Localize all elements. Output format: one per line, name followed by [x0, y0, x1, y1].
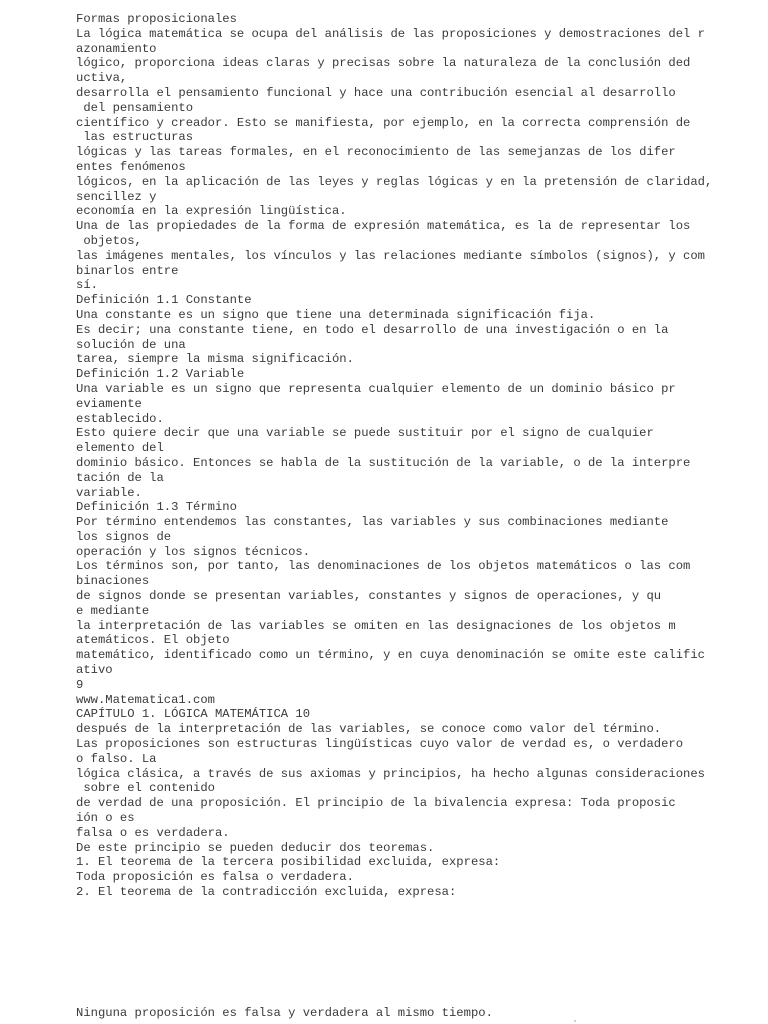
text-line: eviamente: [76, 396, 142, 411]
closing-line: Ninguna proposición es falsa y verdadera al mismo tiempo.: [76, 1006, 493, 1020]
text-line: ión o es: [76, 811, 135, 826]
text-line: del pensamiento: [76, 100, 194, 115]
text-line: matemático, identificado como un término, y en cuya denominación se omite este calific: [76, 648, 705, 663]
text-line: Los términos son, por tanto, las denominaciones de los objetos matemáticos o las com: [76, 559, 691, 574]
text-line: lógicos, en la aplicación de las leyes y reglas lógicas y en la pretensión de claridad,: [76, 174, 713, 189]
text-line: ativo: [76, 663, 113, 678]
text-line: Una constante es un signo que tiene una determinada significación fija.: [76, 307, 596, 322]
text-line: Definición 1.3 Término: [76, 500, 237, 515]
text-line: las imágenes mentales, los vínculos y las relaciones mediante símbolos (signos), y com: [76, 248, 705, 263]
text-line: desarrolla el pensamiento funcional y hace una contribución esencial al desarrollo: [76, 85, 676, 100]
text-line: Definición 1.2 Variable: [76, 367, 245, 382]
text-line: Las proposiciones son estructuras lingüísticas cuyo valor de verdad es, o verdadero: [76, 737, 684, 752]
text-line: lógica clásica, a través de sus axiomas y principios, ha hecho algunas consideraciones: [76, 766, 705, 781]
text-line: de signos donde se presentan variables, constantes y signos de operaciones, y qu: [76, 589, 662, 604]
text-line: o falso. La: [76, 751, 157, 766]
text-line: Toda proposición es falsa o verdadera.: [76, 870, 354, 885]
text-line: lógico, proporciona ideas claras y precisas sobre la naturaleza de la conclusión ded: [76, 56, 691, 71]
text-line: operación y los signos técnicos.: [76, 544, 311, 559]
text-line: binaciones: [76, 574, 150, 589]
text-line: sobre el contenido: [76, 781, 215, 796]
text-line: Una de las propiedades de la forma de expresión matemática, es la de representar los: [76, 219, 691, 234]
text-line: 2. El teorema de la contradicción excluida, expresa:: [76, 885, 457, 900]
text-line: Esto quiere decir que una variable se puede sustituir por el signo de cualquier: [76, 426, 654, 441]
text-line: 1. El teorema de la tercera posibilidad excluida, expresa:: [76, 855, 501, 870]
scan-speck: [574, 1020, 576, 1022]
text-line: tarea, siempre la misma significación.: [76, 352, 354, 367]
text-line: sencillez y: [76, 189, 157, 204]
text-line: dominio básico. Entonces se habla de la sustitución de la variable, o de la interpre: [76, 455, 691, 470]
text-line: elemento del: [76, 441, 164, 456]
text-line: La lógica matemática se ocupa del análisis de las proposiciones y demostraciones del r: [76, 26, 705, 41]
text-line: sí.: [76, 278, 98, 293]
text-line: de verdad de una proposición. El principio de la bivalencia expresa: Toda proposic: [76, 796, 676, 811]
text-line: establecido.: [76, 411, 164, 426]
text-line: uctiva,: [76, 71, 128, 86]
text-line: los signos de: [76, 529, 172, 544]
text-line: tación de la: [76, 470, 164, 485]
document-body: [76, 12, 756, 900]
text-line: la interpretación de las variables se omiten en las designaciones de los objetos m: [76, 618, 676, 633]
text-line: falsa o es verdadera.: [76, 825, 230, 840]
text-line: atemáticos. El objeto: [76, 633, 230, 648]
text-line: Una variable es un signo que representa cualquier elemento de un dominio básico pr: [76, 381, 676, 396]
text-line: www.Matematica1.com: [76, 692, 215, 707]
text-line: 9: [76, 677, 84, 692]
text-line: científico y creador. Esto se manifiesta, por ejemplo, en la correcta comprensión de: [76, 115, 691, 130]
text-line: binarlos entre: [76, 263, 179, 278]
text-line: Definición 1.1 Constante: [76, 293, 252, 308]
text-line: Es decir; una constante tiene, en todo el desarrollo de una investigación o en la: [76, 322, 669, 337]
text-line: variable.: [76, 485, 142, 500]
text-line: las estructuras: [76, 130, 194, 145]
text-line: Formas proposicionales: [76, 12, 237, 26]
text-line: después de la interpretación de las variables, se conoce como valor del término.: [76, 722, 662, 737]
text-line: e mediante: [76, 603, 150, 618]
text-line: lógicas y las tareas formales, en el reconocimiento de las semejanzas de los difer: [76, 145, 676, 160]
text-line: objetos,: [76, 233, 142, 248]
text-line: CAPÍTULO 1. LÓGICA MATEMÁTICA 10: [76, 707, 311, 722]
text-line: economía en la expresión lingüística.: [76, 204, 347, 219]
text-line: solución de una: [76, 337, 186, 352]
text-line: De este principio se pueden deducir dos teoremas.: [76, 840, 435, 855]
text-line: entes fenómenos: [76, 159, 186, 174]
text-line: azonamiento: [76, 41, 157, 56]
text-line: Por término entendemos las constantes, las variables y sus combinaciones mediante: [76, 515, 669, 530]
